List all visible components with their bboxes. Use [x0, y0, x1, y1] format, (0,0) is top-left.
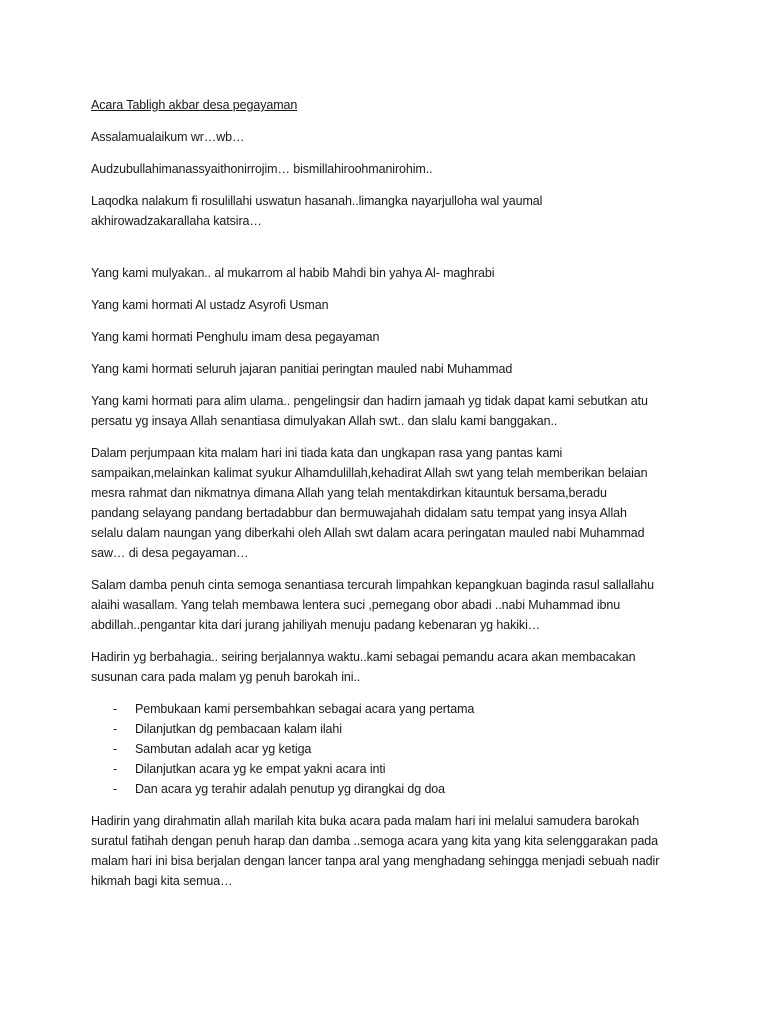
syukur-paragraph	[91, 443, 691, 563]
agenda-item-text: Dan acara yg terahir adalah penutup yg dirangkai dg doa	[135, 782, 445, 796]
text-line: hikmah bagi kita semua…	[91, 874, 233, 888]
verse-paragraph	[91, 191, 691, 231]
text-line: selalu dalam naungan yang diberkahi oleh Allah swt dalam acara peringatan mauled nabi Muhammad	[91, 526, 645, 540]
taawudz-line: Audzubullahimanassyaithonirrojim… bismillahiroohmanirohim..	[91, 162, 433, 176]
susunan-paragraph	[91, 647, 691, 687]
text-line: susunan cara pada malam yg penuh barokah ini..	[91, 670, 361, 684]
text-line: suratul fatihah dengan penuh harap dan damba ..semoga acara yang kita yang kita selenggarakan pada	[91, 834, 659, 848]
text-line: malam hari ini bisa berjalan dengan lancer tanpa aral yang menghadang sehingga menjadi sebuah nadir	[91, 854, 660, 868]
text-line: abdillah..pengantar kita dari jurang jahiliyah menuju padang kebenaran yg hakiki…	[91, 618, 541, 632]
ulama-paragraph	[91, 391, 691, 431]
agenda-item-text: Dilanjutkan acara yg ke empat yakni acara inti	[135, 762, 386, 776]
text-line: akhirowadzakarallaha katsira…	[91, 214, 262, 228]
agenda-item-text: Sambutan adalah acar yg ketiga	[135, 742, 312, 756]
agenda-item-text: Dilanjutkan dg pembacaan kalam ilahi	[135, 722, 342, 736]
agenda-item-text: Pembukaan kami persembahkan sebagai acara yang pertama	[135, 702, 475, 716]
agenda-item	[91, 759, 691, 779]
document-body	[91, 95, 691, 903]
text-line: alaihi wasallam. Yang telah membawa lentera suci ,pemegang obor abadi ..nabi Muhammad ibnu	[91, 598, 621, 612]
agenda-item	[91, 699, 691, 719]
text-line: persatu yg insaya Allah senantiasa dimulyakan Allah swt.. dan slalu kami banggakan..	[91, 414, 558, 428]
closing-paragraph	[91, 811, 691, 891]
salam-paragraph	[91, 575, 691, 635]
agenda-item	[91, 719, 691, 739]
text-line: Laqodka nalakum fi rosulillahi uswatun hasanah..limangka nayarjulloha wal yaumal	[91, 194, 543, 208]
agenda-list	[91, 699, 691, 799]
text-line: sampaikan,melainkan kalimat syukur Alhamdulillah,kehadirat Allah swt yang telah memberikan belaian	[91, 466, 648, 480]
honorific-line: Yang kami hormati seluruh jajaran panitiai peringtan mauled nabi Muhammad	[91, 362, 513, 376]
bullet-dash: -	[113, 782, 118, 796]
bullet-dash: -	[113, 742, 118, 756]
honorific-line: Yang kami hormati Penghulu imam desa pegayaman	[91, 330, 380, 344]
text-line: Yang kami hormati para alim ulama.. pengelingsir dan hadirn jamaah yg tidak dapat kami sebutkan atu	[91, 394, 648, 408]
honorific-line: Yang kami hormati Al ustadz Asyrofi Usman	[91, 298, 329, 312]
agenda-item	[91, 779, 691, 799]
text-line: Hadirin yg berbahagia.. seiring berjalannya waktu..kami sebagai pemandu acara akan membacakan	[91, 650, 636, 664]
bullet-dash: -	[113, 702, 118, 716]
text-line: pandang selayang pandang bertadabbur dan bermuwajahah didalam satu tempat yang insya Allah	[91, 506, 627, 520]
document-title: Acara Tabligh akbar desa pegayaman	[91, 98, 298, 112]
agenda-item	[91, 739, 691, 759]
bullet-dash: -	[113, 762, 118, 776]
text-line: Salam damba penuh cinta semoga senantiasa tercurah limpahkan kepangkuan baginda rasul sallallahu	[91, 578, 654, 592]
greeting: Assalamualaikum wr…wb…	[91, 130, 245, 144]
text-line: mesra rahmat dan nikmatnya dimana Allah yang telah mentakdirkan kitauntuk bersama,beradu	[91, 486, 607, 500]
text-line: saw… di desa pegayaman…	[91, 546, 249, 560]
text-line: Dalam perjumpaan kita malam hari ini tiada kata dan ungkapan rasa yang pantas kami	[91, 446, 563, 460]
honorific-line: Yang kami mulyakan.. al mukarrom al habib Mahdi bin yahya Al- maghrabi	[91, 266, 495, 280]
text-line: Hadirin yang dirahmatin allah marilah kita buka acara pada malam hari ini melalui samudera barokah	[91, 814, 640, 828]
bullet-dash: -	[113, 722, 118, 736]
